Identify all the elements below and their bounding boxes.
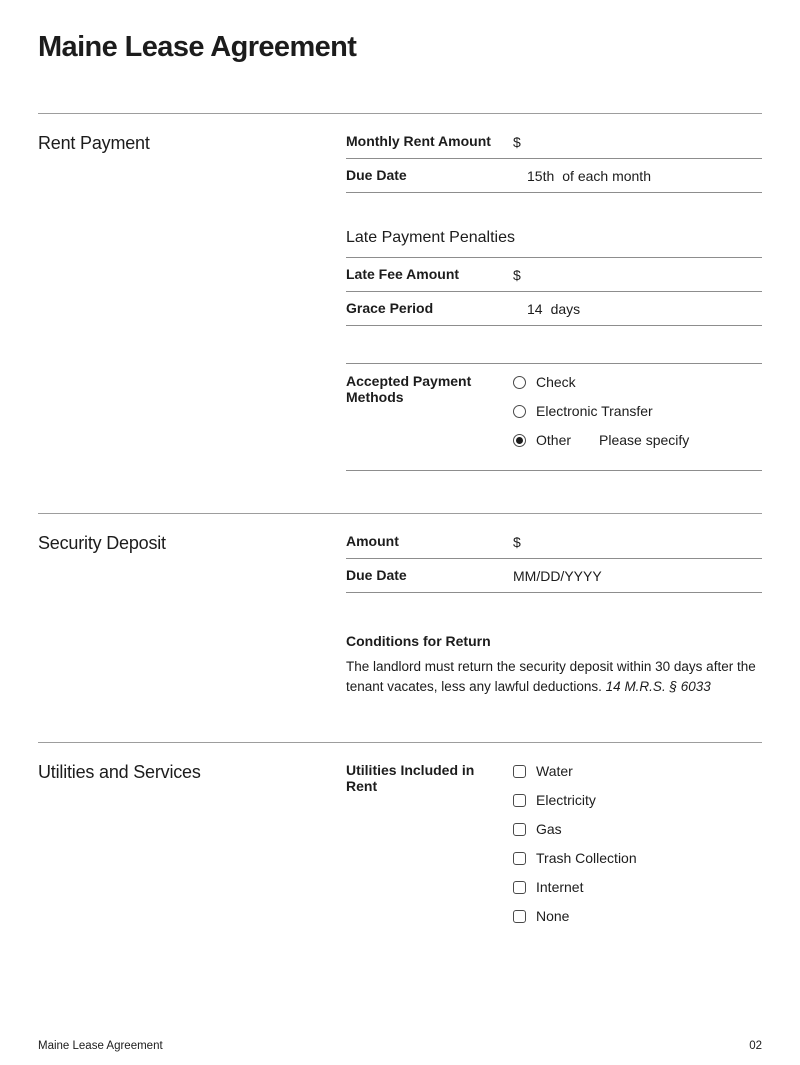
section-heading-utilities-services: Utilities and Services xyxy=(38,762,201,783)
checkbox-unchecked-icon[interactable] xyxy=(513,852,526,865)
rent-due-date-label: Due Date xyxy=(346,167,407,183)
statute-citation: 14 M.R.S. § 6033 xyxy=(605,678,711,694)
checkbox-option-internet[interactable] xyxy=(513,879,762,895)
conditions-heading: Conditions for Return xyxy=(346,633,491,649)
checkbox-option-water[interactable] xyxy=(513,763,762,779)
lease-form-page xyxy=(0,30,800,937)
rent-due-date-suffix: of each month xyxy=(562,168,651,184)
late-fee-amount-input[interactable] xyxy=(513,267,762,283)
checkbox-unchecked-icon[interactable] xyxy=(513,881,526,894)
utilities-fields xyxy=(346,743,762,937)
radio-option-label: Check xyxy=(536,374,576,390)
field-monthly-rent-amount xyxy=(346,125,762,159)
conditions-body: The landlord must return the security deposit within 30 days after the tenant vacates, less any lawful deductions. xyxy=(346,659,756,694)
section-heading-security-deposit: Security Deposit xyxy=(38,533,166,553)
rent-due-date-input[interactable] xyxy=(513,168,762,184)
page-title: Maine Lease Agreement xyxy=(38,31,357,63)
deposit-due-date-label: Due Date xyxy=(346,567,407,583)
rent-due-date-value[interactable]: 15th xyxy=(527,168,555,184)
subheading-late-payment-penalties: Late Payment Penalties xyxy=(346,229,762,258)
radio-option-other[interactable] xyxy=(513,432,762,448)
utilities-included-label: Utilities Included in Rent xyxy=(346,762,475,794)
security-deposit-fields xyxy=(346,514,762,696)
field-deposit-due-date xyxy=(346,559,762,593)
radio-option-electronic-transfer[interactable] xyxy=(513,403,762,419)
section-rent-payment xyxy=(38,113,762,471)
field-rent-due-date xyxy=(346,159,762,193)
grace-period-value[interactable]: 14 xyxy=(527,301,543,317)
radio-selected-icon[interactable] xyxy=(513,434,526,447)
monthly-rent-amount-input[interactable] xyxy=(513,134,762,150)
grace-period-input[interactable] xyxy=(513,301,762,317)
checkbox-unchecked-icon[interactable] xyxy=(513,910,526,923)
radio-unselected-icon[interactable] xyxy=(513,405,526,418)
field-grace-period xyxy=(346,292,762,326)
deposit-amount-label: Amount xyxy=(346,533,399,549)
utilities-options xyxy=(513,763,762,937)
grace-period-label: Grace Period xyxy=(346,300,434,316)
checkbox-option-label: Internet xyxy=(536,879,584,896)
currency-prefix: $ xyxy=(513,534,521,550)
checkbox-unchecked-icon[interactable] xyxy=(513,765,526,778)
checkbox-option-label: None xyxy=(536,908,570,925)
section-utilities-services xyxy=(38,742,762,937)
section-heading-rent-payment: Rent Payment xyxy=(38,133,150,153)
checkbox-option-label: Electricity xyxy=(536,792,596,809)
radio-option-check[interactable] xyxy=(513,374,762,390)
footer-page-number: 02 xyxy=(749,1040,762,1052)
conditions-text xyxy=(346,657,762,696)
late-fee-amount-label: Late Fee Amount xyxy=(346,266,460,282)
monthly-rent-amount-label: Monthly Rent Amount xyxy=(346,133,491,149)
checkbox-option-electricity[interactable] xyxy=(513,792,762,808)
checkbox-option-label: Water xyxy=(536,763,573,780)
deposit-due-date-input[interactable] xyxy=(513,568,762,584)
grace-period-suffix: days xyxy=(550,301,581,317)
accepted-payment-methods-label: Accepted Payment Methods xyxy=(346,373,472,405)
footer-doc-name: Maine Lease Agreement xyxy=(38,1040,163,1052)
checkbox-option-none[interactable] xyxy=(513,908,762,924)
rent-payment-fields xyxy=(346,114,762,471)
payment-method-options xyxy=(513,374,762,461)
radio-option-label: Other xyxy=(536,432,572,448)
deposit-due-date-value[interactable]: MM/DD/YYYY xyxy=(513,568,602,584)
currency-prefix: $ xyxy=(513,134,521,150)
checkbox-option-trash-collection[interactable] xyxy=(513,850,762,866)
accepted-payment-methods-group xyxy=(346,363,762,471)
page-footer xyxy=(38,1040,762,1052)
field-deposit-amount xyxy=(346,525,762,559)
field-late-fee-amount xyxy=(346,258,762,292)
conditions-for-return xyxy=(346,633,762,696)
currency-prefix: $ xyxy=(513,267,521,283)
checkbox-option-gas[interactable] xyxy=(513,821,762,837)
deposit-amount-input[interactable] xyxy=(513,534,762,550)
utilities-included-group xyxy=(346,754,762,937)
section-security-deposit xyxy=(38,513,762,696)
please-specify-field[interactable]: Please specify xyxy=(599,432,690,448)
checkbox-option-label: Trash Collection xyxy=(536,850,637,867)
radio-option-label: Electronic Transfer xyxy=(536,403,653,419)
radio-unselected-icon[interactable] xyxy=(513,376,526,389)
checkbox-option-label: Gas xyxy=(536,821,562,838)
checkbox-unchecked-icon[interactable] xyxy=(513,823,526,836)
checkbox-unchecked-icon[interactable] xyxy=(513,794,526,807)
